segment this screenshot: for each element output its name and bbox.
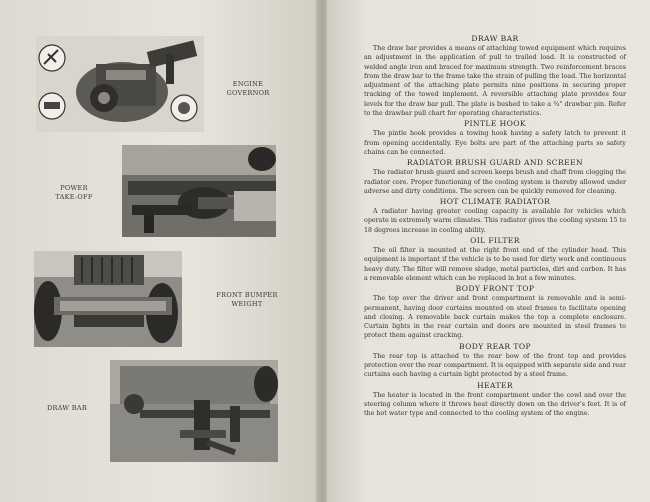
photo-power-take-off [122, 145, 276, 237]
section-radiator-brush-guard [364, 158, 626, 196]
specification-text-column [364, 34, 626, 420]
section-body: The top over the driver and front compartment is removable and is semi-permanent, having door curtains mounted on steel frames to facilitate opening and closing. A removable back curtain makes the top a complete enclosure. Curtain lights in the rear curtain and doors are mounted in steel frames to protect them against cracking. [364, 295, 626, 340]
section-body-rear-top [364, 342, 626, 380]
section-body: The radiator brush guard and screen keeps brush and chaff from clogging the radiator core. Proper functioning of the cooling system is thereby allowed under adverse and dirty conditions. The screen can be quickly removed for cleaning. [364, 169, 626, 195]
photo-front-bumper-weight [34, 251, 182, 347]
section-heading: HOT CLIMATE RADIATOR [439, 197, 551, 207]
section-heater [364, 381, 626, 419]
photo-engine-governor [36, 36, 204, 132]
section-heading: HEATER [477, 380, 513, 390]
engine-governor-illustration [36, 36, 204, 132]
section-pintle-hook [364, 119, 626, 157]
front-bumper-weight-illustration [34, 251, 182, 347]
photo-draw-bar [110, 360, 278, 462]
section-heading: BODY FRONT TOP [455, 284, 535, 294]
left-page [0, 0, 318, 502]
section-draw-bar [364, 34, 626, 118]
caption-draw-bar: DRAW BAR [46, 404, 88, 412]
section-body: The pintle hook provides a towing hook having a safety latch to prevent it from opening accidentally. Eye bolts are part of the attaching parts so safety chains can be connected. [364, 130, 626, 156]
draw-bar-illustration [110, 360, 278, 462]
caption-front-bumper-weight: FRONT BUMPER WEIGHT [216, 291, 278, 308]
section-body: The rear top is attached to the rear bow of the front top and provides protection over the rear compartment. It is equipped with separate side and rear curtains each having a curtain light protected by a steel frame. [364, 352, 626, 379]
caption-engine-governor: ENGINE GOVERNOR [226, 80, 270, 97]
section-body: A radiator having greater cooling capacity is available for vehicles which operate in extremely warm climates. This radiator gives the cooling system 15 to 18 degrees increase in cooling ability. [364, 208, 626, 234]
power-take-off-illustration [122, 145, 276, 237]
section-hot-climate-radiator [364, 197, 626, 235]
section-body: The heater is located in the front compartment under the cowl and over the steering column where it throws heat directly down on the driver's feet. It is of the hot water type and connected to the cooling system of the engine. [364, 391, 626, 418]
caption-power-take-off: POWER TAKE-OFF [55, 184, 93, 201]
section-heading: BODY REAR TOP [459, 341, 531, 351]
section-heading: RADIATOR BRUSH GUARD AND SCREEN [406, 158, 584, 168]
section-body: The draw bar provides a means of attaching towed equipment which requires an adjustment in the application of pull to trailed load. It is constructed of welded angle iron and braced for maximum strength. Two reinforcement braces from the draw bar to the frame take the strain of pulling the load. The horizontal adjustment of the attaching plate permits nine positions in securing proper tracking of the towed implement. A reversible attaching plate provides four levels for the draw bar pull. The plate is bushed to take a ¾" drawbar pin. Refer to the drawbar pull chart for operating characteristics. [364, 45, 626, 118]
section-heading: OIL FILTER [470, 236, 520, 246]
section-body: The oil filter is mounted at the right front end of the cylinder head. This equipment is important if the vehicle is to be used for dirty work and continuous heavy duty. The filter will remove sludge, metal particles, dirt and carbon. It has a removable element which can be replaced in but a few minutes. [364, 247, 626, 282]
section-body-front-top [364, 284, 626, 340]
section-oil-filter [364, 236, 626, 283]
section-heading: PINTLE HOOK [464, 119, 526, 129]
section-heading: DRAW BAR [471, 34, 519, 43]
